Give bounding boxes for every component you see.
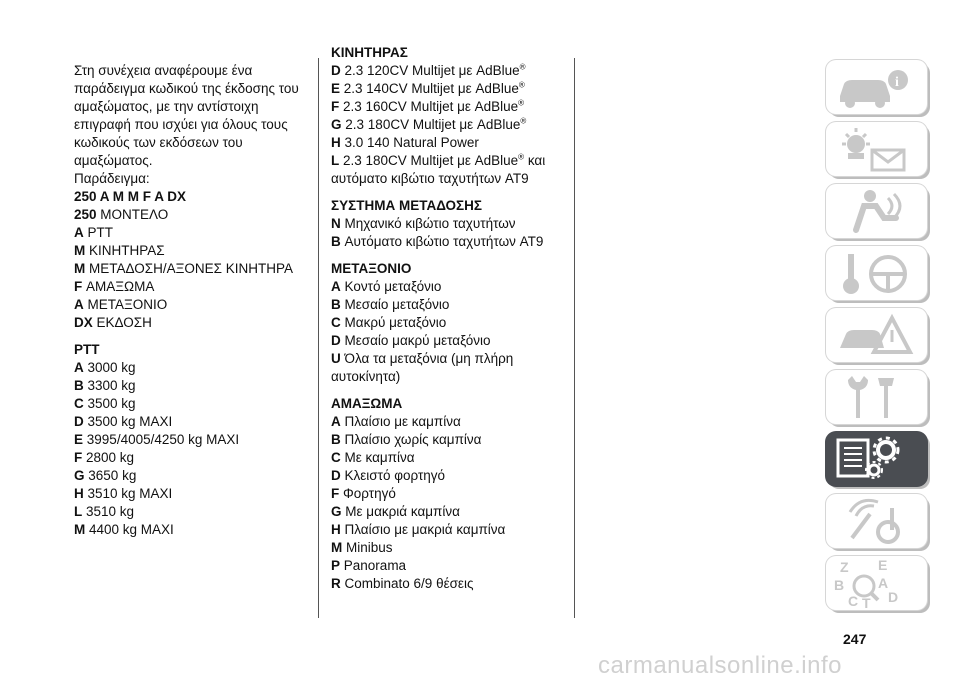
code-letter: B [331,432,341,447]
code-description: 3510 kg [86,504,135,519]
body-item [331,521,563,539]
registered-mark: ® [518,98,525,108]
code-letter: F [331,99,340,114]
body-item [331,575,563,593]
body-item [331,485,563,503]
body-item [331,539,563,557]
code-letter: U [331,351,341,366]
code-description: 3.0 140 Natural Power [344,135,479,150]
index-letter: E [878,557,888,573]
page-number: 247 [843,631,867,647]
code-letter: 250 [74,207,97,222]
engine-item [331,152,563,188]
tab-index[interactable] [826,556,927,610]
multimedia-icon [826,494,927,548]
wheelbase-item [331,296,563,314]
code-letter: B [331,297,341,312]
engine-item [331,98,563,116]
code-letter: C [331,315,341,330]
code-description: ΜΟΝΤΕΛΟ [100,207,169,222]
wheelbase-list [331,278,563,386]
code-description: 3650 kg [88,468,137,483]
code-letter: M [74,243,86,258]
engine-title: ΚΙΝΗΤΗΡΑΣ [331,45,408,60]
code-letter: B [74,378,84,393]
code-description: 2.3 160CV Multijet με AdBlue [343,99,519,114]
index-letter: A [878,575,889,591]
watermark-text: carmanualsonline.info [598,652,842,679]
code-letter: DX [74,315,93,330]
legend-item [74,278,306,296]
code-description: 2.3 120CV Multijet με AdBlue [344,63,520,78]
index-letter: Z [840,559,849,575]
wheelbase-item [331,332,563,350]
code-letter: H [74,486,84,501]
code-description: 4400 kg MAXI [89,522,174,537]
code-description: Κοντό μεταξόνιο [344,279,442,294]
transmission-item [331,215,563,233]
breakdown-warning-icon [826,308,927,362]
code-letter: D [74,414,84,429]
transmission-item [331,233,563,251]
code-letter: L [74,504,83,519]
legend-item [74,314,306,332]
ptt-item [74,431,306,449]
code-letter: H [331,522,341,537]
code-letter: G [74,468,85,483]
ptt-item [74,521,306,539]
legend-item [74,224,306,242]
code-letter: A [331,279,341,294]
column-vehicle-code [74,62,306,539]
ptt-item [74,467,306,485]
body-item [331,557,563,575]
code-letter: M [74,261,86,276]
column-codes-detail [331,44,563,593]
registered-mark: ® [518,80,525,90]
wheelbase-item [331,350,563,386]
code-description: ΕΚΔΟΣΗ [96,315,152,330]
code-description: Πλαίσιο με καμπίνα [344,414,461,429]
code-letter: F [74,450,83,465]
code-description: Combinato 6/9 θέσεις [344,576,474,591]
code-letter: M [74,522,86,537]
index-letter: C [848,593,859,609]
code-letter: A [74,297,84,312]
code-letter: F [74,279,83,294]
tab-technical-data[interactable] [826,432,927,486]
body-item [331,431,563,449]
code-letter: H [331,135,341,150]
transmission-list [331,215,563,251]
code-description: Κλειστό φορτηγό [344,468,446,483]
code-description: 2.3 180CV Multijet με AdBlue [343,153,519,168]
code-description: Μακρύ μεταξόνιο [344,315,447,330]
wheelbase-item [331,278,563,296]
code-letter: C [331,450,341,465]
body-item [331,467,563,485]
code-description: 3500 kg MAXI [87,414,173,429]
code-letter: E [331,81,341,96]
code-description: 2.3 140CV Multijet με AdBlue [343,81,519,96]
engine-item [331,80,563,98]
code-description: Μεσαίο μακρύ μεταξόνιο [344,333,491,348]
engine-item [331,116,563,134]
ptt-title: PTT [74,342,100,357]
tab-car-info[interactable] [826,60,927,114]
intro-paragraph: Στη συνέχεια αναφέρουμε ένα παράδειγμα κωδικού της έκδοσης του αμαξώματος, με την αντίστοιχη επιγραφή που ισχύει για όλους τους κωδικούς των εκδόσεων του αμαξώματος. [74,63,299,168]
code-description: PTT [87,225,114,240]
ptt-item [74,485,306,503]
code-letter: E [74,432,84,447]
engine-list [331,62,563,188]
code-description: Πλαίσιο χωρίς καμπίνα [344,432,482,447]
code-description: Με καμπίνα [344,450,415,465]
code-letter: P [331,558,341,573]
code-description: ΑΜΑΞΩΜΑ [86,279,155,294]
ptt-item [74,359,306,377]
code-description-cont: και αυτόματο κιβώτιο ταχυτήτων AT9 [331,153,546,186]
index-letter: T [862,595,871,610]
wheelbase-item [331,314,563,332]
code-letter: R [331,576,341,591]
code-description: Panorama [343,558,407,573]
legend-item [74,242,306,260]
code-description: ΚΙΝΗΤΗΡΑΣ [89,243,165,258]
column-divider [318,58,319,618]
code-description: Με μακριά καμπίνα [345,504,460,519]
ptt-list [74,359,306,539]
engine-item [331,134,563,152]
column-divider [574,58,575,618]
code-letter: D [331,468,341,483]
code-letter: A [74,360,84,375]
code-description: 3300 kg [87,378,136,393]
tab-starting-driving[interactable] [826,246,927,300]
body-item [331,503,563,521]
code-letter: N [331,216,341,231]
legend-item [74,260,306,278]
tab-multimedia[interactable] [826,494,927,548]
tab-maintenance[interactable] [826,370,927,424]
code-description: 3500 kg [87,396,136,411]
svg-text:i: i [895,75,899,90]
code-description: Minibus [346,540,393,555]
body-item [331,449,563,467]
legend-list [74,206,306,332]
code-description: 3510 kg MAXI [87,486,173,501]
code-letter: A [331,414,341,429]
body-title: ΑΜΑΞΩΜΑ [331,396,403,411]
airbag-seat-icon [826,184,927,238]
code-letter: A [74,225,84,240]
code-letter: D [331,63,341,78]
car-info-icon [826,60,927,114]
code-description: Πλαίσιο με μακριά καμπίνα [344,522,506,537]
code-description: Φορτηγό [343,486,396,501]
wrench-maintenance-icon [826,370,927,424]
code-description: Μηχανικό κιβώτιο ταχυτήτων [344,216,516,231]
ptt-item [74,377,306,395]
key-steering-icon [826,246,927,300]
index-letter: B [834,577,845,593]
code-description: ΜΕΤΑΔΟΣΗ/ΑΞΟΝΕΣ ΚΙΝΗΤΗΡΑ [89,261,293,276]
tab-warning-lights[interactable] [826,122,927,176]
code-description: 3995/4005/4250 kg MAXI [86,432,240,447]
body-list [331,413,563,593]
example-code: 250 A M M F A DX [74,189,187,204]
code-letter: G [331,504,342,519]
tab-emergency[interactable] [826,308,927,362]
code-letter: M [331,540,343,555]
body-item [331,413,563,431]
registered-mark: ® [519,62,526,72]
code-description: 2.3 180CV Multijet με AdBlue [345,117,521,132]
index-letter: D [888,589,899,605]
ptt-item [74,395,306,413]
code-description: Μεσαίο μεταξόνιο [344,297,450,312]
ptt-item [74,449,306,467]
legend-item [74,206,306,224]
ptt-item [74,503,306,521]
warning-lights-icon [826,122,927,176]
engine-item [331,62,563,80]
code-letter: L [331,153,340,168]
code-description: ΜΕΤΑΞΟΝΙΟ [87,297,168,312]
technical-data-icon [826,432,927,486]
transmission-title: ΣΥΣΤΗΜΑ ΜΕΤΑΔΟΣΗΣ [331,198,482,213]
example-label: Παράδειγμα: [74,171,150,186]
ptt-item [74,413,306,431]
wheelbase-title: ΜΕΤΑΞΟΝΙΟ [331,261,412,276]
tab-safety[interactable] [826,184,927,238]
code-letter: F [331,486,340,501]
legend-item [74,296,306,314]
code-letter: C [74,396,84,411]
code-description: Όλα τα μεταξόνια (μη πλήρη αυτοκίνητα) [331,351,514,384]
code-letter: B [331,234,341,249]
code-description: Αυτόματο κιβώτιο ταχυτήτων AT9 [344,234,544,249]
code-description: 2800 kg [86,450,135,465]
code-description: 3000 kg [87,360,136,375]
code-letter: G [331,117,342,132]
registered-mark: ® [520,116,527,126]
index-icon [826,556,927,610]
registered-mark: ® [518,152,525,162]
code-letter: D [331,333,341,348]
